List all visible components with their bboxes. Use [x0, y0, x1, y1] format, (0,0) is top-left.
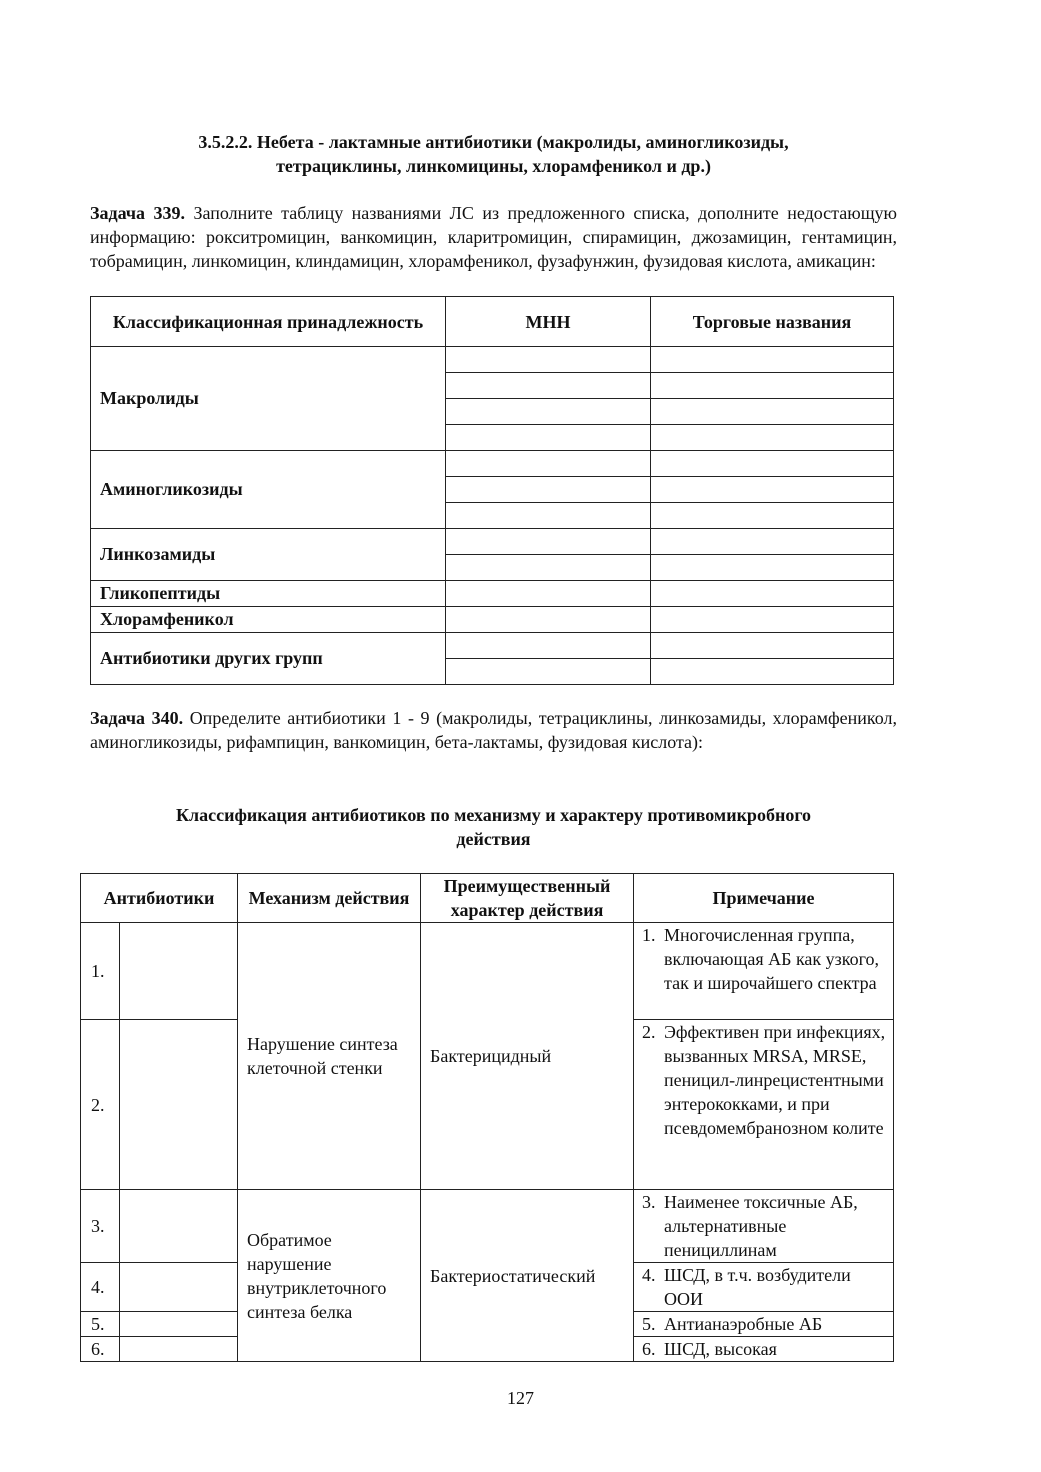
mnn-cell[interactable]	[446, 373, 651, 399]
note-number: 1.	[642, 925, 656, 945]
row-number: 4.	[81, 1263, 120, 1312]
trade-cell[interactable]	[651, 399, 894, 425]
trade-cell[interactable]	[651, 503, 894, 529]
table-header-row	[81, 874, 894, 923]
row-number: 1.	[81, 923, 120, 1020]
mechanism-cell: Нарушение синтеза клеточной стенки	[238, 923, 421, 1190]
mechanism-cell: Обратимое нарушение внутриклеточного синтеза белка	[238, 1190, 421, 1362]
task-340	[90, 706, 897, 754]
header-class: Классификационная принадлежность	[91, 297, 446, 347]
note-cell	[634, 1190, 894, 1263]
group-chloramphenicol: Хлорамфеникол	[91, 607, 446, 633]
header-mnn: МНН	[446, 297, 651, 347]
section-title-line1: 3.5.2.2. Небета - лактамные антибиотики (макролиды, аминогликозиды,	[198, 132, 789, 152]
table-row	[91, 451, 894, 477]
antibiotic-answer-cell[interactable]	[120, 1263, 238, 1312]
mnn-cell[interactable]	[446, 633, 651, 659]
table-row	[91, 581, 894, 607]
task-340-text: Определите антибиотики 1 - 9 (макролиды, тетрациклины, линкозамиды, хлорамфеникол, аминогликозиды, рифампицин, ванкомицин, бета-лактамы, фузидовая кислота):	[90, 708, 897, 752]
note-cell	[634, 923, 894, 1020]
table-row	[91, 633, 894, 659]
header-trade: Торговые названия	[651, 297, 894, 347]
antibiotic-answer-cell[interactable]	[120, 923, 238, 1020]
trade-cell[interactable]	[651, 659, 894, 685]
task-339	[90, 201, 897, 273]
note-cell	[634, 1263, 894, 1312]
mnn-cell[interactable]	[446, 399, 651, 425]
trade-cell[interactable]	[651, 607, 894, 633]
note-number: 6.	[642, 1339, 656, 1359]
table-row	[91, 347, 894, 373]
table-row	[81, 923, 894, 1020]
header-antibiotics: Антибиотики	[81, 874, 238, 923]
trade-cell[interactable]	[651, 633, 894, 659]
note-cell	[634, 1020, 894, 1190]
trade-cell[interactable]	[651, 451, 894, 477]
table2-title-line2: действия	[456, 829, 531, 849]
antibiotic-answer-cell[interactable]	[120, 1337, 238, 1362]
table-row	[91, 529, 894, 555]
note-cell	[634, 1337, 894, 1362]
header-note: Примечание	[634, 874, 894, 923]
antibiotic-answer-cell[interactable]	[120, 1312, 238, 1337]
table2-title-line1: Классификация антибиотиков по механизму и характеру противомикробного	[175, 805, 812, 825]
trade-cell[interactable]	[651, 529, 894, 555]
note-text: ШСД, высокая	[664, 1339, 777, 1359]
note-text: ШСД, в т.ч. возбудители ООИ	[664, 1265, 851, 1309]
antibiotic-answer-cell[interactable]	[120, 1190, 238, 1263]
group-glycopeptides: Гликопептиды	[91, 581, 446, 607]
task-339-label: Задача 339.	[90, 203, 185, 223]
note-text: Эффективен при инфекциях, вызванных MRSA, MRSE, пеницил-линрецистентными энтерококками, и при псевдомембранозном колите	[664, 1022, 886, 1138]
group-lincosamides: Линкозамиды	[91, 529, 446, 581]
mnn-cell[interactable]	[446, 451, 651, 477]
trade-cell[interactable]	[651, 425, 894, 451]
page-number: 127	[507, 1388, 534, 1408]
table2-title	[90, 803, 897, 851]
table-row	[81, 1190, 894, 1263]
antibiotic-answer-cell[interactable]	[120, 1020, 238, 1190]
task-339-text: Заполните таблицу названиями ЛС из предложенного списка, дополните недостающую информацию: рокситромицин, ванкомицин, кларитромицин, спирамицин, джозамицин, гентамицин, тобрамицин, линкомицин, клиндамицин, хлорамфеникол, фузафунжин, фузидовая кислота, амикацин:	[90, 203, 898, 271]
note-number: 3.	[642, 1192, 656, 1212]
note-number: 5.	[642, 1314, 656, 1334]
section-title	[90, 130, 897, 178]
mnn-cell[interactable]	[446, 503, 651, 529]
mnn-cell[interactable]	[446, 581, 651, 607]
mnn-cell[interactable]	[446, 555, 651, 581]
group-aminoglycosides: Аминогликозиды	[91, 451, 446, 529]
task-340-label: Задача 340.	[90, 708, 184, 728]
table-row	[91, 607, 894, 633]
antibiotic-mechanism-table	[80, 873, 894, 1362]
drug-classification-table	[90, 296, 894, 685]
trade-cell[interactable]	[651, 347, 894, 373]
character-cell: Бактерицидный	[421, 923, 634, 1190]
trade-cell[interactable]	[651, 581, 894, 607]
mnn-cell[interactable]	[446, 477, 651, 503]
header-mechanism: Механизм действия	[238, 874, 421, 923]
trade-cell[interactable]	[651, 555, 894, 581]
note-number: 2.	[642, 1022, 656, 1042]
note-number: 4.	[642, 1265, 656, 1285]
group-other: Антибиотики других групп	[91, 633, 446, 685]
note-text: Многочисленная группа, включающая АБ как узкого, так и широчайшего спектра	[664, 925, 880, 993]
note-text: Антианаэробные АБ	[664, 1314, 823, 1334]
mnn-cell[interactable]	[446, 659, 651, 685]
mnn-cell[interactable]	[446, 347, 651, 373]
note-cell	[634, 1312, 894, 1337]
note-text: Наименее токсичные АБ, альтернативные пенициллинам	[664, 1192, 858, 1260]
trade-cell[interactable]	[651, 373, 894, 399]
section-title-line2: тетрациклины, линкомицины, хлорамфеникол и др.)	[276, 156, 711, 176]
row-number: 5.	[81, 1312, 120, 1337]
table-header-row	[91, 297, 894, 347]
group-macrolides: Макролиды	[91, 347, 446, 451]
character-cell: Бактериостатический	[421, 1190, 634, 1362]
row-number: 3.	[81, 1190, 120, 1263]
header-character: Преимущественный характер действия	[421, 874, 634, 923]
mnn-cell[interactable]	[446, 607, 651, 633]
trade-cell[interactable]	[651, 477, 894, 503]
mnn-cell[interactable]	[446, 425, 651, 451]
row-number: 2.	[81, 1020, 120, 1190]
row-number: 6.	[81, 1337, 120, 1362]
mnn-cell[interactable]	[446, 529, 651, 555]
